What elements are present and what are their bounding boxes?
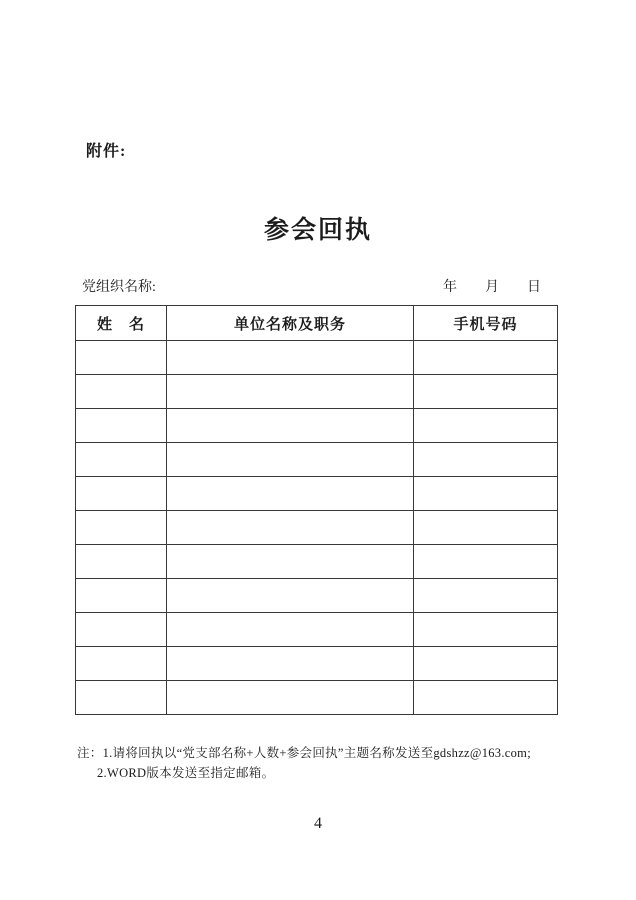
table-cell-empty [76,681,167,715]
table-row [76,341,558,375]
note-item-2: 2.WORD版本发送至指定邮箱。 [97,766,275,780]
table-cell-empty [76,443,167,477]
table-row [76,579,558,613]
org-name-label: 党组织名称: [82,280,156,295]
table-cell-empty [76,647,167,681]
table-cell-empty [167,511,414,545]
table-cell-empty [414,613,558,647]
header-name: 姓 名 [76,306,167,341]
date-label: 年 月 日 [443,280,541,295]
table-cell-empty [76,613,167,647]
table-cell-empty [414,545,558,579]
attachment-label: 附件: [86,143,127,160]
form-meta-row [75,276,557,296]
table-cell-empty [414,681,558,715]
table-cell-empty [167,613,414,647]
document-title: 参会回执 [263,217,372,244]
table-row [76,477,558,511]
table-cell-empty [167,647,414,681]
table-body [76,341,558,715]
note-line-2 [77,763,572,783]
table-cell-empty [76,341,167,375]
table-row [76,375,558,409]
table-cell-empty [167,341,414,375]
table-row [76,681,558,715]
note-item-1: 1.请将回执以“党支部名称+人数+参会回执”主题名称发送至gdshzz@163.com; [102,746,531,760]
table-cell-empty [414,579,558,613]
note-line-1 [77,743,572,763]
table-cell-empty [167,545,414,579]
table-cell-empty [414,647,558,681]
note-prefix: 注： [77,746,103,760]
header-phone: 手机号码 [414,306,558,341]
table-cell-empty [76,545,167,579]
table-cell-empty [167,443,414,477]
header-unit-position: 单位名称及职务 [167,306,414,341]
table-cell-empty [167,375,414,409]
table-cell-empty [414,341,558,375]
table-cell-empty [414,375,558,409]
notes [77,743,572,783]
table-header-row [76,306,558,341]
table-cell-empty [76,477,167,511]
table-row [76,443,558,477]
table-cell-empty [414,409,558,443]
table-cell-empty [76,409,167,443]
reply-slip-table [75,305,558,715]
table-cell-empty [414,477,558,511]
table-cell-empty [76,579,167,613]
table-row [76,545,558,579]
table-row [76,409,558,443]
table-row [76,511,558,545]
table-cell-empty [167,579,414,613]
table-cell-empty [167,409,414,443]
table-row [76,647,558,681]
table-cell-empty [414,511,558,545]
table-cell-empty [76,511,167,545]
table-cell-empty [76,375,167,409]
table-row [76,613,558,647]
table-cell-empty [167,681,414,715]
page-number: 4 [314,815,322,832]
table-cell-empty [414,443,558,477]
table-cell-empty [167,477,414,511]
